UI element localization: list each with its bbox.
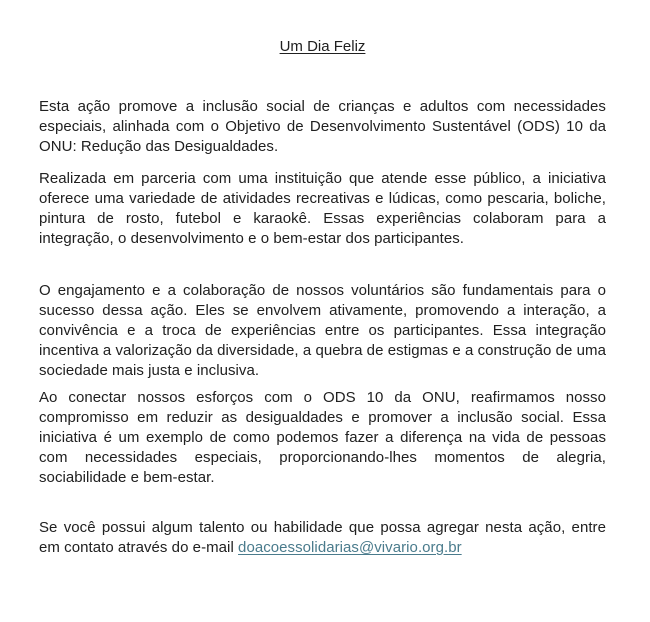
- paragraph-ods: Ao conectar nossos esforços com o ODS 10 da ONU, reafirmamos nosso compromisso em reduzir as desigualdades e promover a inclusão social. Essa iniciativa é um exemplo de como podemos fazer a diferença na vida de pessoas com necessidades especiais, proporcionando-lhes momentos de alegria, sociabilidade e bem-estar.: [39, 389, 606, 486]
- paragraph-intro: Esta ação promove a inclusão social de crianças e adultos com necessidades especiais, alinhada com o Objetivo de Desenvolvimento Sustentável (ODS) 10 da ONU: Redução das Desigualdades.: [39, 98, 606, 155]
- contact-text: Se você possui algum talento ou habilidade que possa agregar nesta ação, entre em contato através do e-mail: [39, 519, 606, 556]
- paragraph-contact: [39, 518, 606, 558]
- contact-email-link[interactable]: doacoessolidarias@vivario.org.br: [238, 539, 462, 556]
- document-title: Um Dia Feliz: [279, 38, 366, 55]
- paragraph-volunteers: O engajamento e a colaboração de nossos voluntários são fundamentais para o sucesso dessa ação. Eles se envolvem ativamente, promovendo a interação, a convivência e a troca de experiências entre os participantes. Essa integração incentiva a valorização da diversidade, a quebra de estigmas e a construção de uma sociedade mais justa e inclusiva.: [39, 282, 606, 379]
- paragraph-partnership: Realizada em parceria com uma instituição que atende esse público, a iniciativa oferece uma variedade de atividades recreativas e lúdicas, como pescaria, boliche, pintura de rosto, futebol e karaokê. Essas experiências colaboram para a integração, o desenvolvimento e o bem-estar dos participantes.: [39, 170, 606, 247]
